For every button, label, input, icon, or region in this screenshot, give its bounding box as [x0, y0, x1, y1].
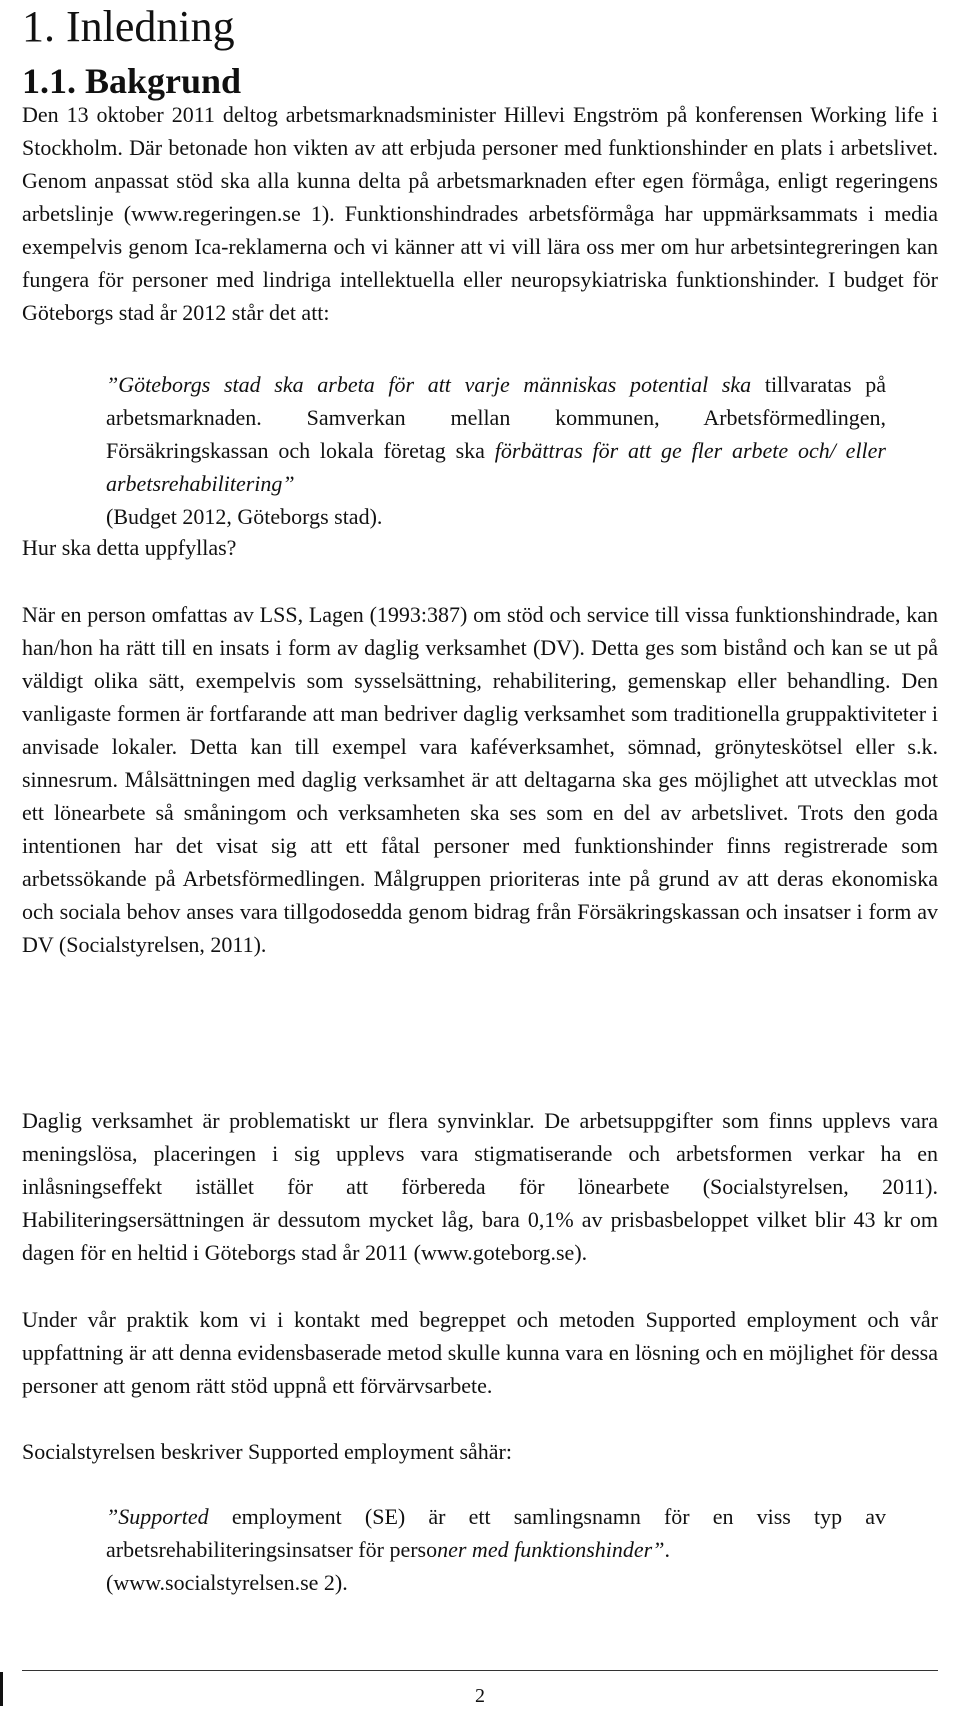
quote2-text: employment (SE) är ett samlingsnamn för en viss typ av arbetsrehabiliteringsinsatser för perso: [106, 1504, 886, 1562]
quote-source: (Budget 2012, Göteborgs stad).: [106, 504, 383, 529]
quote2-italic-start: ”Supported: [106, 1504, 232, 1529]
paragraph-question: Hur ska detta uppfyllas?: [22, 535, 237, 560]
paragraph-intro: Den 13 oktober 2011 deltog arbetsmarknadsminister Hillevi Engström på konferensen Working life i Stockholm. Där betonade hon vikten av att erbjuda personer med funktionshinder en plats i arbetslivet. Genom anpassat stöd ska alla kunna delta på arbetsmarknaden efter egen förmåga, enligt regeringens arbetslinje (www.regeringen.se 1). Funktionshindrades arbetsförmåga har uppmärksammats i media exempelvis genom Ica-reklamerna och vi känner att vi vill lära oss mer om hur arbetsintegreringen kan fungera för personer med lindriga intellektuella eller neuropsykiatriska funktionshinder. I budget för Göteborgs stad år 2012 står det att:: [22, 102, 938, 325]
paragraph-socialstyrelsen: Socialstyrelsen beskriver Supported employment såhär:: [22, 1439, 512, 1464]
paragraph-praktik: Under vår praktik kom vi i kontakt med begreppet och metoden Supported employment och vår uppfattning är att denna evidensbaserade metod skulle kunna vara en lösning och en möjlighet för dessa personer att genom rätt stöd uppnå ett förvärvsarbete.: [22, 1307, 938, 1398]
quote2-italic-end: ner med funktionshinder”: [437, 1537, 665, 1562]
quote2-period: .: [664, 1537, 670, 1562]
footer-divider: [22, 1670, 938, 1671]
budget-quote: [106, 368, 886, 533]
page-number: 2: [475, 1685, 485, 1707]
quote-italic-text-end: förbättras för att ge fler arbete och/ eller arbetsrehabilitering”: [106, 438, 886, 496]
quote2-source: (www.socialstyrelsen.se 2).: [106, 1570, 348, 1595]
section-heading: 1.1. Bakgrund: [22, 61, 242, 101]
supported-employment-quote: [106, 1500, 886, 1599]
paragraph-daglig-verksamhet: Daglig verksamhet är problematiskt ur flera synvinklar. De arbetsuppgifter som finns upplevs vara meningslösa, placeringen i sig upplevs vara stigmatiserande och arbetsformen verkar ha en inlåsningseffekt istället för att förbereda för lönearbete (Socialstyrelsen, 2011). Habiliteringsersättningen är dessutom mycket låg, bara 0,1% av prisbasbeloppet vilket blir 43 kr om dagen för en heltid i Göteborgs stad år 2011 (www.goteborg.se).: [22, 1108, 938, 1265]
paragraph-lss: När en person omfattas av LSS, Lagen (1993:387) om stöd och service till vissa funktionshindrade, kan han/hon ha rätt till en insats i form av daglig verksamhet (DV). Detta ges som bistånd och kan se ut på väldigt olika sätt, exempelvis som sysselsättning, rehabilitering, gemenskap eller behandling. Den vanligaste formen är fortfarande att man bedriver daglig verksamhet som traditionella gruppaktiviteter i anvisade lokaler. Detta kan till exempel vara kaféverksamhet, sömnad, grönyteskötsel eller s.k. sinnesrum. Målsättningen med daglig verksamhet är att deltagarna ska ges möjlighet att utvecklas mot ett lönearbete så småningom och verksamheten ska ses som en del av arbetslivet. Trots den goda intentionen har det visat sig att ett fåtal personer med funktionshinder finns registrerade som arbetssökande på Arbetsförmedlingen. Målgruppen prioriteras inte på grund av att deras ekonomiska och sociala behov anses vara tillgodosedda genom bidrag från Försäkringskassan och insatser i form av DV (Socialstyrelsen, 2011).: [22, 602, 938, 957]
quote-text: tillvaratas på arbetsmarknaden. Samverkan mellan kommunen, Arbetsförmedlingen, Försäkringskassan och lokala företag ska: [106, 372, 886, 463]
chapter-heading: 1. Inledning: [22, 2, 235, 51]
quote-italic-text: ”Göteborgs stad ska arbeta för att varje människas potential ska: [106, 372, 752, 397]
